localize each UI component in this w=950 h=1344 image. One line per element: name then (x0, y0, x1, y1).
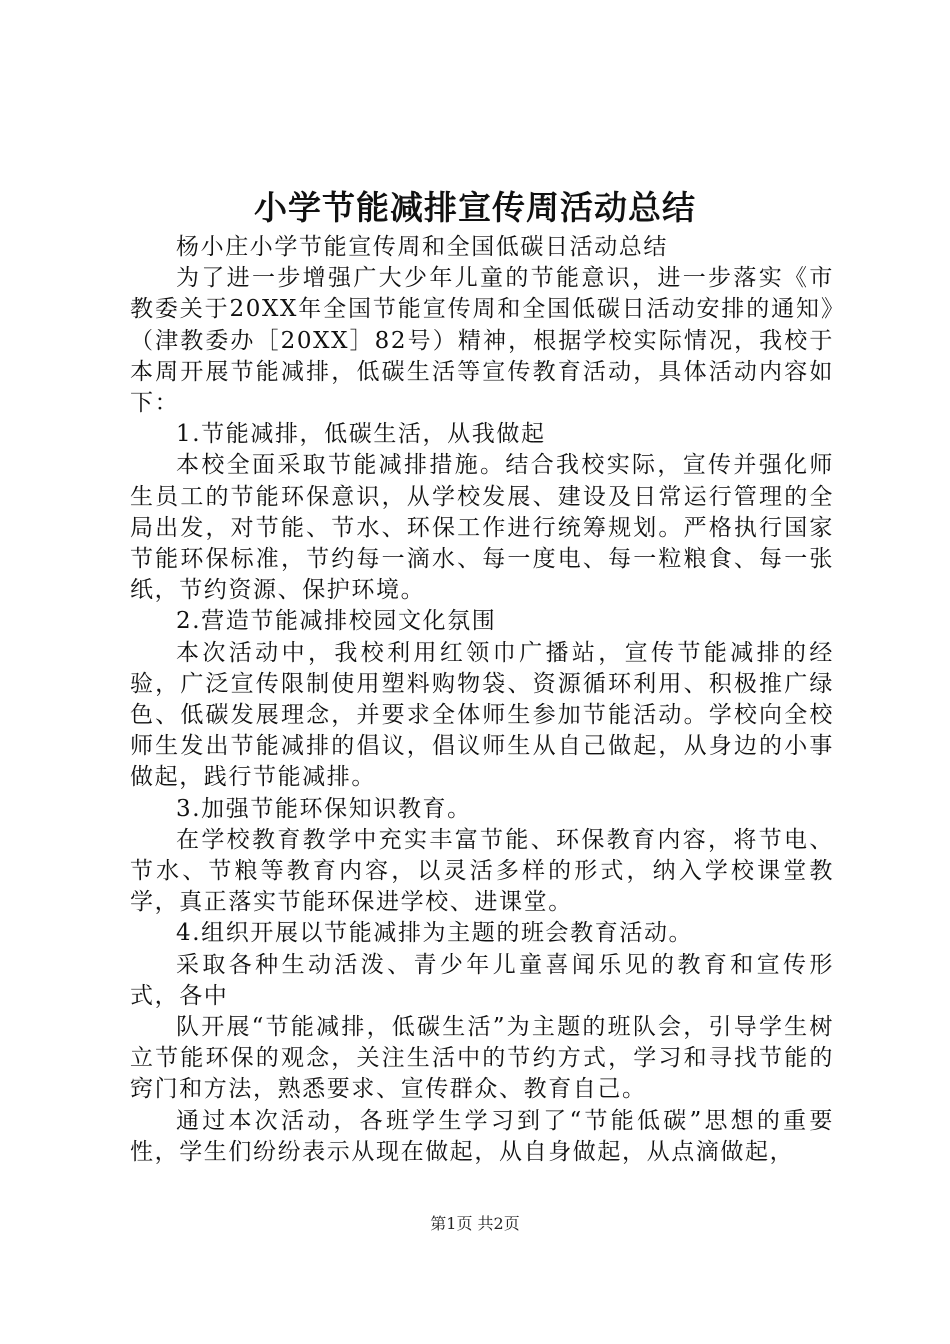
document-body (130, 232, 834, 1168)
paragraph-section-4a: 采取各种生动活泼、青少年儿童喜闻乐见的教育和宣传形式，各中 (130, 951, 834, 1009)
paragraph-section-4b: 队开展“节能减排，低碳生活”为主题的班队会，引导学生树立节能环保的观念，关注生活中的节约方式，学习和寻找节能的窍门和方法，熟悉要求、宣传群众、教育自己。 (130, 1014, 834, 1103)
section-heading-1: 1.节能减排，低碳生活，从我做起 (176, 421, 546, 448)
section-heading-3: 3.加强节能环保知识教育。 (176, 795, 472, 822)
section-heading-4: 4.组织开展以节能减排为主题的班会教育活动。 (176, 920, 694, 947)
paragraph-section-1: 本校全面采取节能减排措施。结合我校实际，宣传并强化师生员工的节能环保意识，从学校发展、建设及日常运行管理的全局出发，对节能、节水、环保工作进行统筹规划。严格执行国家节能环保标准，节约每一滴水、每一度电、每一粒粮食、每一张纸，节约资源、保护环境。 (130, 452, 834, 604)
paragraph-conclusion: 通过本次活动，各班学生学习到了“节能低碳”思想的重要性，学生们纷纷表示从现在做起，从自身做起，从点滴做起， (130, 1107, 834, 1165)
paragraph-intro: 为了进一步增强广大少年儿童的节能意识，进一步落实《市教委关于20XX年全国节能宣传周和全国低碳日活动安排的通知》（津教委办［20XX］82号）精神，根据学校实际情况，我校于本周开展节能减排，低碳生活等宣传教育活动，具体活动内容如下： (130, 265, 834, 417)
page-number-footer: 第1页 共2页 (430, 1214, 520, 1233)
paragraph-section-3: 在学校教育教学中充实丰富节能、环保教育内容，将节电、节水、节粮等教育内容，以灵活多样的形式，纳入学校课堂教学，真正落实节能环保进学校、进课堂。 (130, 826, 834, 916)
paragraph-section-2: 本次活动中，我校利用红领巾广播站，宣传节能减排的经验，广泛宣传限制使用塑料购物袋、资源循环利用、积极推广绿色、低碳发展理念，并要求全体师生参加节能活动。学校向全校师生发出节能减排的倡议，倡议师生从自己做起，从身边的小事做起，践行节能减排。 (130, 639, 834, 791)
section-heading-2: 2.营造节能减排校园文化氛围 (176, 608, 497, 635)
document-subtitle: 杨小庄小学节能宣传周和全国低碳日活动总结 (176, 234, 668, 260)
document-title: 小学节能减排宣传周活动总结 (254, 188, 696, 227)
